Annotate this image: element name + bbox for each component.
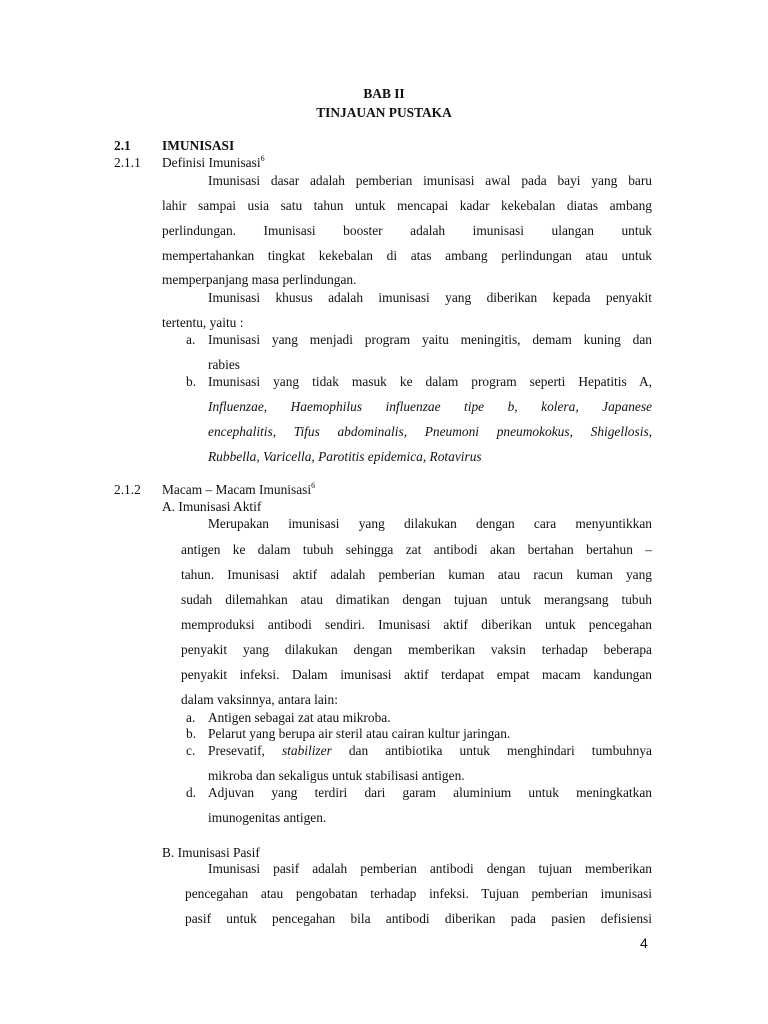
- paragraph-line: Imunisasi dasar adalah pemberian imunisasi awal pada bayi yang baru: [208, 173, 652, 188]
- list-marker: a.: [186, 710, 196, 725]
- paragraph-line: tahun. Imunisasi aktif adalah pemberian kuman atau racun kuman yang: [181, 567, 652, 582]
- paragraph-line: perlindungan. Imunisasi booster adalah imunisasi ulangan untuk: [162, 223, 652, 238]
- subheading-aktif: A. Imunisasi Aktif: [162, 499, 262, 514]
- list-marker: b.: [186, 726, 197, 741]
- paragraph-line: Merupakan imunisasi yang dilakukan dengan cara menyuntikkan: [208, 516, 652, 531]
- paragraph-line: antigen ke dalam tubuh sehingga zat antibodi akan bertahan bertahun –: [181, 542, 652, 557]
- list-marker: c.: [186, 743, 196, 758]
- paragraph-line: penyakit infeksi. Dalam imunisasi aktif terdapat empat macam kandungan: [181, 667, 652, 682]
- list-item-line-italic: encephalitis, Tifus abdominalis, Pneumoni pneumokokus, Shigellosis,: [208, 424, 652, 439]
- list-marker: a.: [186, 332, 196, 347]
- paragraph-line: dalam vaksinnya, antara lain:: [181, 692, 338, 707]
- chapter-title: TINJAUAN PUSTAKA: [316, 105, 452, 120]
- paragraph-line: penyakit yang dilakukan dengan memberikan vaksin terhadap beberapa: [181, 642, 652, 657]
- reference-superscript: 6: [260, 154, 265, 163]
- section-title: IMUNISASI: [162, 138, 235, 153]
- subsection-title: Macam – Macam Imunisasi$^6$: [162, 481, 316, 497]
- list-item-line: Pelarut yang berupa air steril atau cairan kultur jaringan.: [208, 726, 511, 741]
- reference-superscript: 6: [311, 481, 316, 490]
- paragraph-line: memperpanjang masa perlindungan.: [162, 272, 357, 287]
- paragraph-line: mempertahankan tingkat kekebalan di atas ambang perlindungan atau untuk: [162, 248, 652, 263]
- paragraph-line: Imunisasi pasif adalah pemberian antibodi dengan tujuan memberikan: [208, 861, 652, 876]
- list-item-line: rabies: [208, 357, 240, 372]
- chapter-label: BAB II: [363, 86, 405, 101]
- list-marker: b.: [186, 374, 197, 389]
- paragraph-line: sudah dilemahkan atau dimatikan dengan tujuan untuk merangsang tubuh: [181, 592, 652, 607]
- list-item-line: Presevatif, stabilizer dan antibiotika untuk menghindari tumbuhnya: [208, 743, 652, 758]
- list-item-line-italic: Rubbella, Varicella, Parotitis epidemica, Rotavirus: [208, 449, 482, 464]
- list-item-line: Antigen sebagai zat atau mikroba.: [208, 710, 391, 725]
- subheading-pasif: B. Imunisasi Pasif: [162, 845, 260, 860]
- list-item-line: imunogenitas antigen.: [208, 810, 327, 825]
- subsection-number: 2.1.2: [114, 482, 141, 497]
- list-item-line-italic: Influenzae, Haemophilus influenzae tipe b, kolera, Japanese: [208, 399, 652, 414]
- italic-term: stabilizer: [281, 743, 332, 758]
- list-item-line: mikroba dan sekaligus untuk stabilisasi antigen.: [208, 768, 465, 783]
- page-number: 4: [640, 935, 648, 951]
- list-item-line: Imunisasi yang menjadi program yaitu meningitis, demam kuning dan: [208, 332, 652, 347]
- list-marker: d.: [186, 785, 197, 800]
- paragraph-line: memproduksi antibodi sendiri. Imunisasi aktif diberikan untuk pencegahan: [181, 617, 652, 632]
- section-number: 2.1: [114, 138, 131, 153]
- paragraph-line: Imunisasi khusus adalah imunisasi yang diberikan kepada penyakit: [208, 290, 652, 305]
- paragraph-line: pencegahan atau pengobatan terhadap infeksi. Tujuan pemberian imunisasi: [185, 886, 652, 901]
- paragraph-line: tertentu, yaitu :: [162, 315, 244, 330]
- paragraph-line: pasif untuk pencegahan bila antibodi diberikan pada pasien defisiensi: [185, 911, 652, 926]
- subsection-number: 2.1.1: [114, 155, 141, 170]
- list-item-line: Adjuvan yang terdiri dari garam aluminium untuk meningkatkan: [208, 785, 652, 800]
- list-item-line: Imunisasi yang tidak masuk ke dalam program seperti Hepatitis A,: [208, 374, 652, 389]
- paragraph-line: lahir sampai usia satu tahun untuk mencapai kadar kekebalan diatas ambang: [162, 198, 652, 213]
- subsection-title: Definisi Imunisasi$^6$: [162, 154, 265, 170]
